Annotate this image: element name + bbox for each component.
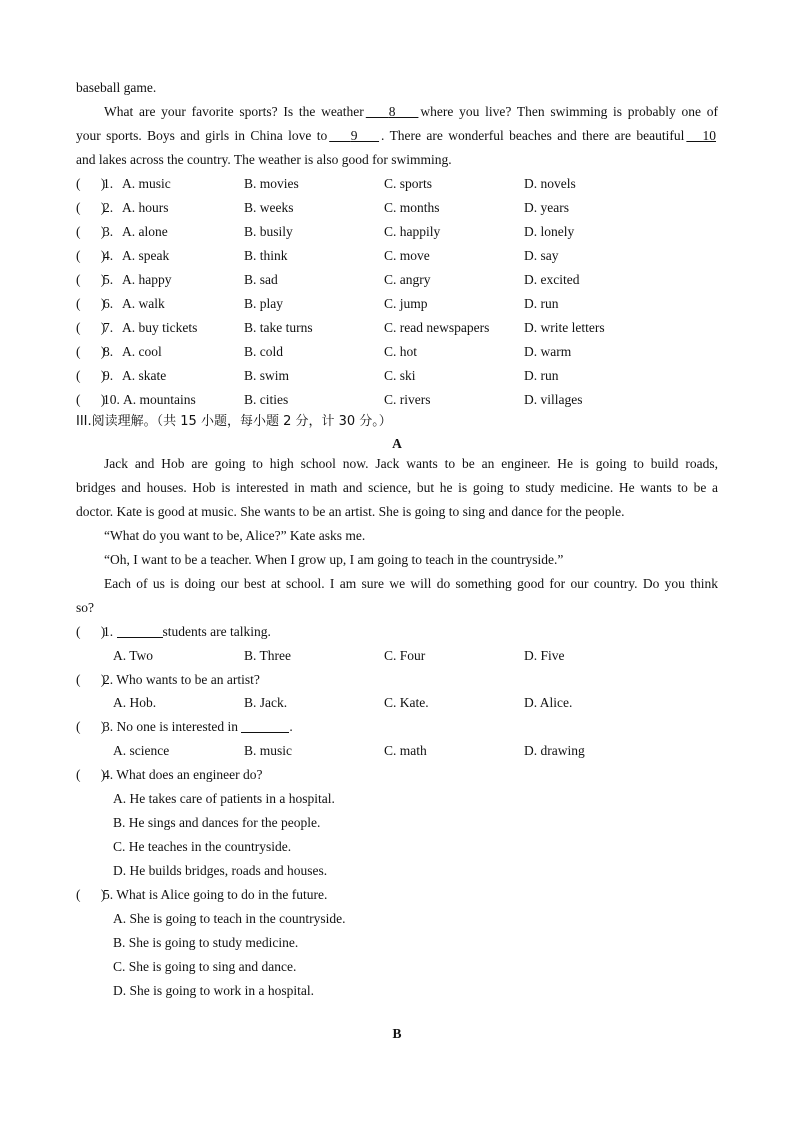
passage-a-line: Each of us is doing our best at school. I am sure we will do something good for our country. Do you think [104, 576, 718, 591]
blank-8 [364, 104, 421, 119]
option-d: D. She is going to work in a hospital. [113, 983, 314, 998]
section-heading: III.阅读理解。（共 15 小题，每小题 2 分，计 30 分。） [76, 414, 392, 429]
option-b: B. play [244, 296, 283, 311]
question-number: 7. [103, 320, 114, 335]
reading-question-5 [0, 883, 794, 907]
answer-parentheses[interactable]: ( ) [76, 887, 106, 902]
cloze-question [0, 292, 794, 316]
question-number: 8. [103, 344, 114, 359]
fill-blank [241, 718, 289, 733]
cloze-question [0, 244, 794, 268]
option-a: A. skate [122, 368, 167, 383]
blank-9 [327, 128, 381, 143]
answer-parentheses[interactable]: ( ) [76, 272, 106, 287]
reading-question-2 [0, 668, 794, 692]
option-c: C. ski [384, 368, 416, 383]
option-d: D. run [524, 368, 559, 383]
reading-options-3 [0, 739, 794, 763]
passage-line [104, 100, 718, 124]
question-text: 3. No one is interested in [103, 719, 238, 734]
answer-parentheses[interactable]: ( ) [76, 176, 106, 191]
option-b: B. Jack. [244, 695, 288, 710]
cloze-question [0, 388, 794, 412]
passage-text: and lakes across the country. The weather is also good for swimming. [76, 152, 452, 167]
option-c: C. math [384, 743, 427, 758]
option-a: A. speak [122, 248, 170, 263]
option-b: B. music [244, 743, 293, 758]
cloze-question [0, 220, 794, 244]
passage-a-line: Jack and Hob are going to high school now. Jack wants to be an engineer. He is going to build roads, [104, 456, 718, 471]
cloze-question [0, 172, 794, 196]
option-b: B. cities [244, 392, 289, 407]
option-b: B. Three [244, 648, 291, 663]
passage-a-line: “What do you want to be, Alice?” Kate asks me. [104, 528, 366, 543]
question-number: 3. [103, 224, 114, 239]
option-a: A. hours [122, 200, 169, 215]
blank-number: 9 [350, 128, 358, 143]
answer-parentheses[interactable]: ( ) [76, 200, 106, 215]
passage-a-line: doctor. Kate is good at music. She wants to be an artist. She is going to sing and dance for the people. [76, 504, 625, 519]
option-d: D. Five [524, 648, 565, 663]
cloze-question [0, 268, 794, 292]
option-d: D. villages [524, 392, 583, 407]
option-a: A. music [122, 176, 171, 191]
answer-parentheses[interactable]: ( ) [76, 392, 106, 407]
option-a: A. alone [122, 224, 168, 239]
blank-number: 10 [702, 128, 717, 143]
option-a: A. buy tickets [122, 320, 198, 335]
passage-line [76, 76, 718, 100]
question-number: 1. [103, 624, 114, 639]
option-d: D. run [524, 296, 559, 311]
reading-option-5b [0, 931, 794, 955]
option-a: A. Two [113, 648, 154, 663]
option-c: C. read newspapers [384, 320, 490, 335]
reading-option-5c [0, 955, 794, 979]
passage-text: where you live? Then swimming is probably one of [420, 104, 718, 119]
option-c: C. hot [384, 344, 418, 359]
reading-option-5a [0, 907, 794, 931]
option-c: C. angry [384, 272, 431, 287]
option-b: B. take turns [244, 320, 313, 335]
option-b: B. busily [244, 224, 293, 239]
option-c: C. happily [384, 224, 441, 239]
fill-blank [117, 623, 163, 638]
option-b: B. movies [244, 176, 299, 191]
question-number: 10. [103, 392, 120, 407]
answer-parentheses[interactable]: ( ) [76, 368, 106, 383]
question-stem: 5. What is Alice going to do in the future. [103, 887, 328, 902]
answer-parentheses[interactable]: ( ) [76, 719, 106, 734]
option-d: D. novels [524, 176, 576, 191]
answer-parentheses[interactable]: ( ) [76, 672, 106, 687]
question-stem: 4. What does an engineer do? [103, 767, 263, 782]
option-d: D. lonely [524, 224, 575, 239]
reading-question-3 [0, 715, 794, 739]
option-c: C. He teaches in the countryside. [113, 839, 292, 854]
option-d: D. drawing [524, 743, 585, 758]
option-d: D. Alice. [524, 695, 573, 710]
question-number: 1. [103, 176, 114, 191]
question-number: 9. [103, 368, 114, 383]
option-c: C. jump [384, 296, 428, 311]
part-a-title: A [392, 436, 402, 451]
option-b: B. swim [244, 368, 290, 383]
option-c: C. Four [384, 648, 426, 663]
answer-parentheses[interactable]: ( ) [76, 296, 106, 311]
passage-line [76, 124, 718, 148]
option-c: C. rivers [384, 392, 431, 407]
passage-text: baseball game. [76, 80, 157, 95]
reading-option-4b [0, 811, 794, 835]
option-a: A. science [113, 743, 170, 758]
option-c: C. Kate. [384, 695, 429, 710]
option-d: D. years [524, 200, 569, 215]
option-b: B. weeks [244, 200, 294, 215]
option-b: B. think [244, 248, 288, 263]
option-d: D. warm [524, 344, 572, 359]
passage-text: your sports. Boys and girls in China love to [76, 128, 328, 143]
part-b-title: B [392, 1026, 402, 1041]
reading-question-4 [0, 763, 794, 787]
question-number: 2. [103, 200, 114, 215]
option-b: B. sad [244, 272, 278, 287]
answer-parentheses[interactable]: ( ) [76, 248, 106, 263]
question-text: students are talking. [162, 624, 271, 639]
option-b: B. cold [244, 344, 283, 359]
option-c: C. She is going to sing and dance. [113, 959, 297, 974]
passage-a-line: “Oh, I want to be a teacher. When I grow up, I am going to teach in the countryside.” [104, 552, 564, 567]
passage-a-line: so? [76, 600, 94, 615]
question-stem [103, 715, 293, 739]
blank-number: 8 [388, 104, 396, 119]
reading-option-4d [0, 859, 794, 883]
reading-option-4c [0, 835, 794, 859]
option-b: B. He sings and dances for the people. [113, 815, 321, 830]
cloze-question [0, 364, 794, 388]
cloze-question [0, 340, 794, 364]
option-c: C. move [384, 248, 430, 263]
answer-parentheses[interactable]: ( ) [76, 624, 106, 639]
option-d: D. write letters [524, 320, 605, 335]
passage-a-line: bridges and houses. Hob is interested in math and science, but he is going to study medicine. He wants to be a [76, 480, 718, 495]
reading-options-2 [0, 691, 794, 715]
option-a: A. mountains [123, 392, 196, 407]
question-stem: 2. Who wants to be an artist? [103, 672, 260, 687]
option-b: B. She is going to study medicine. [113, 935, 299, 950]
question-number: 5. [103, 272, 114, 287]
question-stem [103, 620, 271, 644]
option-d: D. He builds bridges, roads and houses. [113, 863, 328, 878]
option-a: A. She is going to teach in the countryside. [113, 911, 346, 926]
option-a: A. He takes care of patients in a hospital. [113, 791, 335, 806]
option-a: A. Hob. [113, 695, 157, 710]
passage-text: . There are wonderful beaches and there are beautiful [381, 128, 685, 143]
reading-options-1 [0, 644, 794, 668]
passage-text: What are your favorite sports? Is the weather [104, 104, 364, 119]
blank-10 [684, 128, 718, 143]
reading-question-1 [0, 620, 794, 644]
option-a: A. walk [122, 296, 165, 311]
cloze-question [0, 196, 794, 220]
answer-parentheses[interactable]: ( ) [76, 767, 106, 782]
reading-option-5d [0, 979, 794, 1003]
reading-option-4a [0, 787, 794, 811]
answer-parentheses[interactable]: ( ) [76, 224, 106, 239]
option-d: D. say [524, 248, 559, 263]
answer-parentheses[interactable]: ( ) [76, 320, 106, 335]
option-a: A. happy [122, 272, 172, 287]
question-text: . [289, 719, 293, 734]
question-number: 6. [103, 296, 114, 311]
option-d: D. excited [524, 272, 580, 287]
question-number: 4. [103, 248, 114, 263]
cloze-question [0, 316, 794, 340]
option-c: C. months [384, 200, 440, 215]
passage-line [76, 148, 718, 172]
option-a: A. cool [122, 344, 162, 359]
option-c: C. sports [384, 176, 433, 191]
answer-parentheses[interactable]: ( ) [76, 344, 106, 359]
